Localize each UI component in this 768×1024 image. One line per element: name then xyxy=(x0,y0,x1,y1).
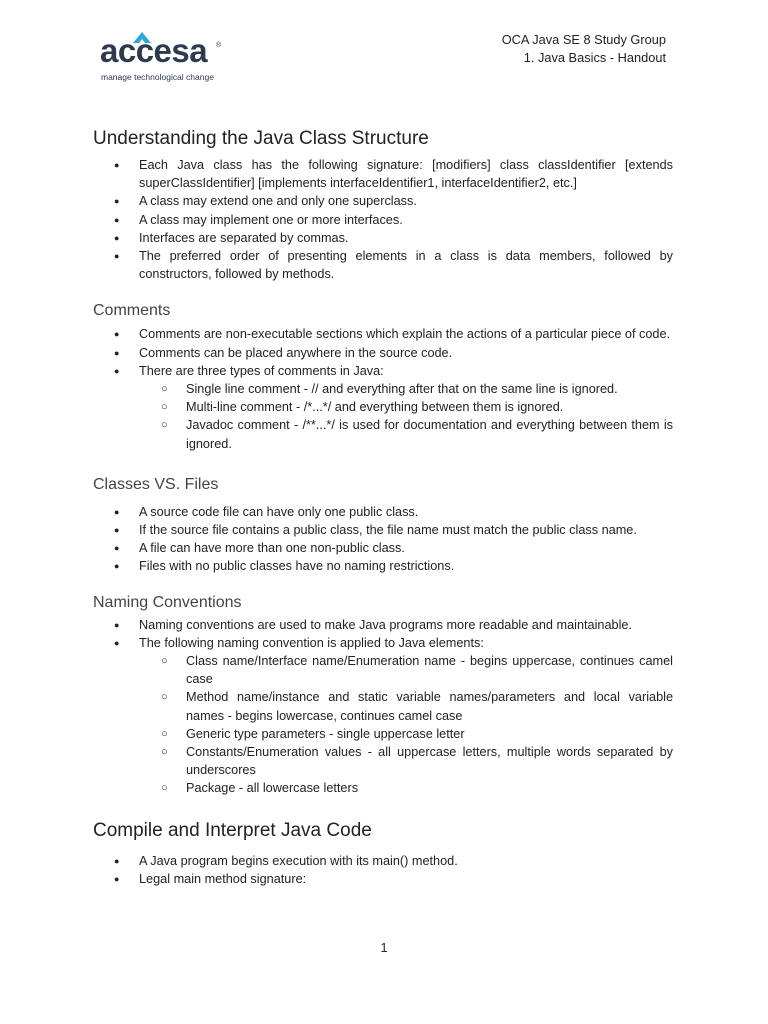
sub-list-item: ○ Method name/instance and static variable names/parameters and local variable names - begins lowercase, continues camel case xyxy=(139,688,673,724)
list-item: ● A source code file can have only one public class. xyxy=(93,503,673,521)
comments-list xyxy=(93,325,673,452)
list-item: ● A Java program begins execution with its main() method. xyxy=(93,852,673,870)
comment-types-list xyxy=(139,380,673,453)
sub-list-item: ○ Single line comment - // and everything after that on the same line is ignored. xyxy=(139,380,673,398)
list-item: ● Each Java class has the following signature: [modifiers] class classIdentifier [extends superClassIdentifier] [implements interfaceIdentifier1, interfaceIdentifier2, etc.] xyxy=(93,156,673,192)
list-item: ● Files with no public classes have no naming restrictions. xyxy=(93,557,673,575)
sub-list-item: ○ Package - all lowercase letters xyxy=(139,779,673,797)
header-handout-title: 1. Java Basics - Handout xyxy=(523,50,666,65)
list-item-text: There are three types of comments in Java: xyxy=(139,363,384,378)
list-item-text: The following naming convention is applied to Java elements: xyxy=(139,635,484,650)
list-item: ● Comments are non-executable sections which explain the actions of a particular piece of code. xyxy=(93,325,673,343)
sub-list-item: ○ Class name/Interface name/Enumeration name - begins uppercase, continues camel case xyxy=(139,652,673,688)
list-item: ● A class may extend one and only one superclass. xyxy=(93,192,673,210)
naming-list xyxy=(93,616,673,798)
section-title-compile: Compile and Interpret Java Code xyxy=(93,819,372,841)
sub-list-item: ○ Constants/Enumeration values - all uppercase letters, multiple words separated by underscores xyxy=(139,743,673,779)
list-item: ● The preferred order of presenting elements in a class is data members, followed by constructors, followed by methods. xyxy=(93,247,673,283)
page-number: 1 xyxy=(380,941,388,955)
sub-list-item: ○ Multi-line comment - /*...*/ and everything between them is ignored. xyxy=(139,398,673,416)
list-item: ● If the source file contains a public class, the file name must match the public class name. xyxy=(93,521,673,539)
list-item: ● Comments can be placed anywhere in the source code. xyxy=(93,344,673,362)
section-title-class-structure: Understanding the Java Class Structure xyxy=(93,128,429,149)
header-study-group: OCA Java SE 8 Study Group xyxy=(501,32,666,47)
logo-registered-mark: ® xyxy=(216,42,222,49)
accesa-logo xyxy=(100,31,225,83)
sub-list-item: ○ Generic type parameters - single uppercase letter xyxy=(139,725,673,743)
naming-rules-list xyxy=(139,652,673,798)
list-item: ● Interfaces are separated by commas. xyxy=(93,229,673,247)
section-title-classes-vs-files: Classes VS. Files xyxy=(93,475,219,493)
document-body xyxy=(93,124,673,888)
document-header xyxy=(502,31,666,67)
list-item: ● Legal main method signature: xyxy=(93,870,673,888)
compile-list xyxy=(93,852,673,888)
section-title-naming-conventions: Naming Conventions xyxy=(93,593,242,611)
list-item: ● Naming conventions are used to make Java programs more readable and maintainable. xyxy=(93,616,673,634)
section-title-comments: Comments xyxy=(93,302,171,320)
class-structure-list xyxy=(93,156,673,283)
sub-list-item: ○ Javadoc comment - /**...*/ is used for documentation and everything between them is ignored. xyxy=(139,416,673,452)
list-item: ● A class may implement one or more interfaces. xyxy=(93,211,673,229)
logo-tagline: manage technological change xyxy=(101,72,214,82)
logo-wordmark: accesa xyxy=(100,32,208,69)
list-item: ● A file can have more than one non-public class. xyxy=(93,539,673,557)
list-item xyxy=(93,634,673,798)
list-item xyxy=(93,362,673,453)
classes-files-list xyxy=(93,503,673,576)
